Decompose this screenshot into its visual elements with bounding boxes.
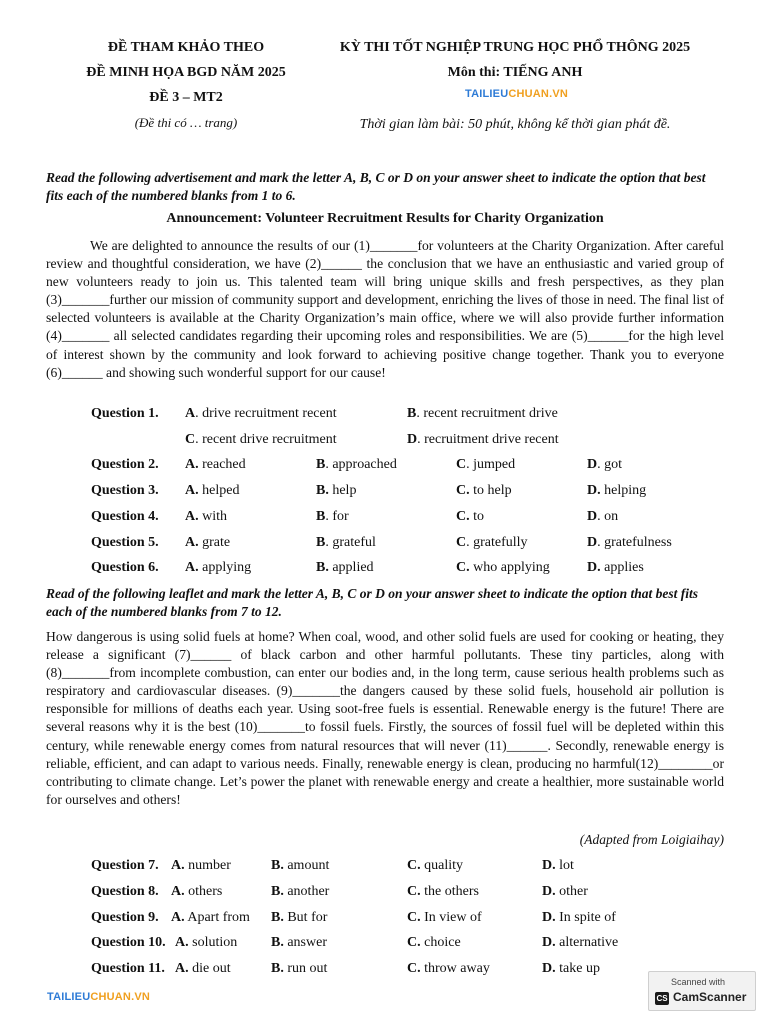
option-letter: B. [271,935,284,950]
option-text: with [198,509,228,524]
option-letter: D. [542,961,556,976]
option-letter: C. [407,910,421,925]
option-text: . drive recruitment recent [195,406,337,421]
option-text: applying [198,560,252,575]
logo-top [465,88,568,100]
answer-option[interactable] [456,483,512,499]
question-row [0,457,768,479]
answer-option[interactable] [271,935,327,951]
option-letter: B [316,509,326,524]
answer-option[interactable] [542,961,600,977]
logo-bottom [47,991,150,1003]
answer-option[interactable] [271,858,329,874]
logo-part-2: CHUAN.VN [90,991,151,1003]
option-letter: D. [542,858,556,873]
answer-option[interactable] [316,535,376,551]
option-text: number [184,858,231,873]
option-letter: D. [587,483,601,498]
answer-option[interactable] [456,509,484,525]
question-label: Question 11. [91,961,165,976]
header-left-line-3: ĐỀ 3 – MT2 [149,90,223,105]
option-text: . grateful [325,535,376,550]
option-text: others [184,884,223,899]
option-letter: B. [316,560,329,575]
option-letter: A [185,406,196,421]
option-text: solution [188,935,238,950]
option-letter: A. [185,560,199,575]
answer-option[interactable] [171,910,250,926]
section1-title: Announcement: Volunteer Recruitment Results for Charity Organization [166,211,604,226]
answer-option[interactable] [587,560,644,576]
option-letter: C [456,535,467,550]
option-text: quality [420,858,464,873]
option-letter: B. [316,483,329,498]
question-label: Question 1. [91,406,159,421]
option-text: lot [555,858,574,873]
option-letter: D [587,457,598,472]
question-label: Question 8. [91,884,159,899]
answer-option[interactable] [185,483,239,499]
option-text: grate [198,535,231,550]
option-text: who applying [469,560,550,575]
answer-option[interactable] [175,961,231,977]
answer-option[interactable] [407,961,490,977]
option-letter: C. [456,509,470,524]
question-row [0,535,768,557]
question-row [0,560,768,582]
option-letter: C [185,432,196,447]
question-row [0,858,768,880]
question-row [0,483,768,505]
option-text: applies [600,560,644,575]
option-letter: A. [185,457,199,472]
option-text: help [328,483,357,498]
option-letter: D [407,432,418,447]
answer-option[interactable] [407,935,461,951]
answer-option[interactable] [456,457,515,473]
answer-option[interactable] [316,560,374,576]
question-row [0,509,768,531]
section1-passage: We are delighted to announce the results of our (1)_______for volunteers at the Charity Organization. After careful review and thoughtful consideration, we have (2)______ the conclusion that we have an enthusiastic and varied group of new volunteers ready to join us. This talented team will bring unique skills and fresh perspectives, as they plan (3)_______further our mission of community support and development, enriching the lives of those in need. The final list of selected volunteers is available at the Charity Organization’s main office, where we will also provide further information (4)_______ all selected candidates regarding their upcoming roles and responsibilities. We are (5)______for the high level of interest shown by the community and look forward to achieving positive change together. Thank you to everyone (6)______ and showing such wonderful support for our cause! [46,238,724,380]
option-letter: A. [185,535,199,550]
option-letter: A. [185,509,199,524]
question-row [0,910,768,932]
answer-option[interactable] [316,483,356,499]
answer-option[interactable] [271,961,327,977]
question-row [0,406,768,428]
answer-option[interactable] [542,858,574,874]
option-letter: A. [175,961,189,976]
question-label: Question 5. [91,535,159,550]
answer-option[interactable] [171,884,222,900]
question-row [0,935,768,957]
answer-option[interactable] [456,535,528,551]
option-text: . approached [325,457,397,472]
question-label: Question 9. [91,910,159,925]
option-letter: D. [542,935,556,950]
option-text: amount [283,858,330,873]
option-text: . recent recruitment drive [416,406,558,421]
option-text: helped [198,483,240,498]
option-text: another [283,884,330,899]
question-label: Question 10. [91,935,166,950]
option-text: Apart from [184,910,250,925]
option-text: . gratefulness [597,535,672,550]
option-letter: B [316,535,326,550]
answer-option[interactable] [185,432,337,448]
question-label: Question 6. [91,560,159,575]
passage-source: (Adapted from Loigiaihay) [579,832,724,847]
option-letter: A. [175,935,189,950]
logo-part-1: TAILIEU [47,991,91,1003]
answer-option[interactable] [316,509,349,525]
option-letter: A. [185,483,199,498]
option-text: applied [328,560,374,575]
option-text: helping [600,483,647,498]
option-text: In view of [420,910,482,925]
section2-instruction: Read of the following leaflet and mark the letter A, B, C or D on your answer sheet to indicate the option that best fits each of the numbered blanks from 7 to 12. [46,586,699,619]
option-letter: B [407,406,417,421]
option-text: other [555,884,588,899]
scanner-name: CamScanner [673,990,747,1004]
option-text: to help [469,483,512,498]
answer-option[interactable] [185,560,251,576]
option-letter: C [456,457,467,472]
option-text: choice [420,935,461,950]
option-text: run out [283,961,328,976]
exam-subject: Môn thi: TIẾNG ANH [447,65,583,80]
answer-option[interactable] [185,535,230,551]
answer-option[interactable] [456,560,550,576]
answer-option[interactable] [407,884,479,900]
option-text: throw away [420,961,490,976]
option-letter: C. [456,560,470,575]
header-right [310,35,720,85]
answer-option[interactable] [587,535,672,551]
option-text: . gratefully [466,535,528,550]
question-label: Question 4. [91,509,159,524]
option-text: die out [188,961,231,976]
answer-option[interactable] [407,406,558,422]
answer-option[interactable] [542,910,616,926]
header-left-line-1: ĐỀ THAM KHẢO THEO [107,40,265,55]
option-text: take up [555,961,600,976]
option-text: . recruitment drive recent [417,432,559,447]
answer-option[interactable] [542,935,618,951]
answer-option[interactable] [587,509,618,525]
section2-passage: How dangerous is using solid fuels at home? When coal, wood, and other solid fuels are used for cooking or heating, they release a significant (7)______ of black carbon and other harmful pollutants. These tiny particles, along with (8)_______from incomplete combustion, can enter our bodies and, in the long term, cause serious health problems such as respiratory and cardiovascular diseases. (9)_______the dangers caused by these solid fuels, household air pollution is responsible for millions of deaths each year. Using soot-free fuels is essential. Renewable energy is the future! There are several reasons why it is the best (10)_______to fossil fuels. Firstly, the sources of fossil fuel will be depleted within this century, while renewable energy comes from natural resources that will never (11)______. Secondly, renewable energy is reliable, efficient, and can adapt to various needs. Finally, renewable energy is clean, producing no harmful(12)________or contributing to climate change. Let’s power the planet with renewable energy and create a healthier, more sustainable world for ourselves and others! [46,629,724,807]
option-letter: A. [171,910,185,925]
scanner-caption: Scanned with [671,977,726,987]
answer-option[interactable] [271,884,329,900]
option-letter: C. [407,884,421,899]
section1-instruction: Read the following advertisement and mark the letter A, B, C or D on your answer sheet to indicate the option that best fits each of the numbered blanks from 1 to 6. [46,170,706,203]
option-text: . got [597,457,623,472]
option-text: the others [420,884,479,899]
option-letter: B. [271,884,284,899]
answer-option[interactable] [271,910,327,926]
option-text: answer [283,935,327,950]
answer-option[interactable] [175,935,237,951]
option-text: . for [325,509,349,524]
option-letter: C. [456,483,470,498]
answer-option[interactable] [587,483,646,499]
option-text: . recent drive recruitment [195,432,337,447]
logo-part-1: TAILIEU [465,88,509,100]
camscanner-badge [648,971,756,1011]
option-letter: B. [271,961,284,976]
answer-option[interactable] [542,884,588,900]
option-letter: A. [171,884,185,899]
answer-option[interactable] [185,406,337,422]
option-letter: D. [542,910,556,925]
option-text: . on [597,509,619,524]
option-letter: D. [542,884,556,899]
header-left [56,35,316,135]
option-letter: D. [587,560,601,575]
answer-option[interactable] [407,432,559,448]
question-label: Question 7. [91,858,159,873]
option-letter: C. [407,935,421,950]
answer-option[interactable] [407,910,482,926]
option-text: . jumped [466,457,516,472]
header-left-line-2: ĐỀ MINH HỌA BGD NĂM 2025 [86,65,286,80]
question-row [0,432,768,454]
option-text: to [469,509,485,524]
option-letter: B. [271,858,284,873]
question-label: Question 2. [91,457,159,472]
option-text: In spite of [555,910,616,925]
option-text: But for [283,910,328,925]
option-letter: B [316,457,326,472]
answer-option[interactable] [587,457,622,473]
answer-option[interactable] [407,858,463,874]
option-letter: D [587,535,598,550]
exam-time: Thời gian làm bài: 50 phút, không kể thời gian phát đề. [359,117,671,132]
logo-part-2: CHUAN.VN [508,88,569,100]
header-left-note: (Đề thi có … trang) [134,115,238,130]
answer-option[interactable] [316,457,397,473]
option-text: alternative [555,935,619,950]
question-label: Question 3. [91,483,159,498]
question-row [0,884,768,906]
option-letter: B. [271,910,284,925]
exam-title: KỲ THI TỐT NGHIỆP TRUNG HỌC PHỔ THÔNG 2025 [339,40,691,55]
option-letter: C. [407,858,421,873]
answer-option[interactable] [185,509,227,525]
option-letter: A. [171,858,185,873]
option-text: reached [198,457,246,472]
camscanner-icon: CS [656,994,668,1003]
option-letter: D [587,509,598,524]
option-letter: C. [407,961,421,976]
answer-option[interactable] [171,858,231,874]
answer-option[interactable] [185,457,246,473]
